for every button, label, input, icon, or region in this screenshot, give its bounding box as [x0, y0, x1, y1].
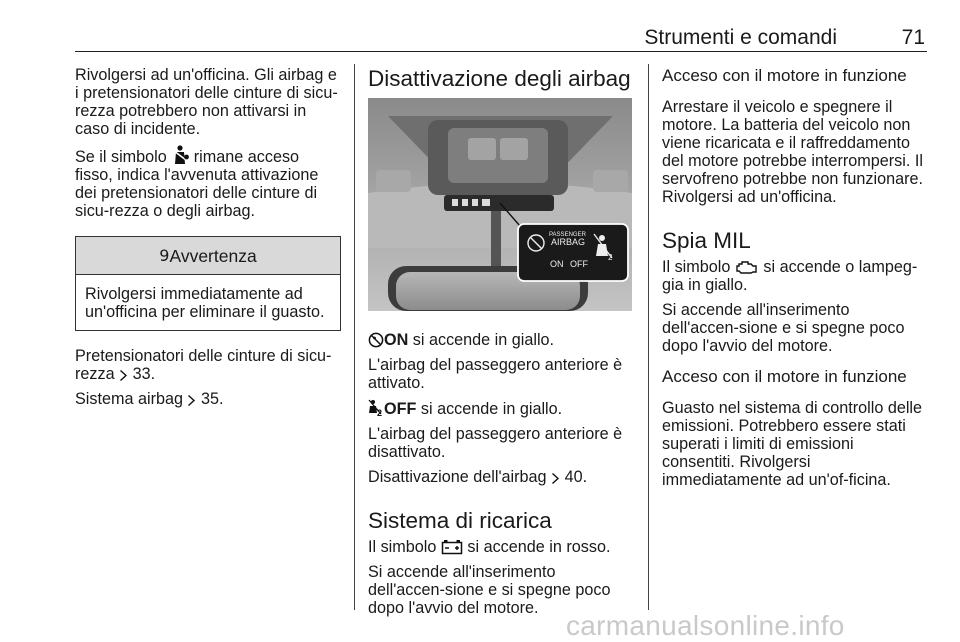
photo-passenger-label: PASSENGER	[549, 232, 586, 238]
battery-icon	[441, 539, 463, 555]
column-middle	[368, 66, 634, 624]
paragraph: Sistema airbag 35.	[75, 390, 224, 408]
warning-text: Rivolgersi immediatamente ad un'officina per eliminare il guasto.	[85, 285, 325, 321]
reference-arrow-icon	[187, 394, 196, 407]
reference-arrow-icon	[551, 472, 560, 485]
paragraph: L'airbag del passeggero anteriore è attivato.	[368, 356, 623, 392]
column-left	[75, 66, 341, 415]
svg-text:2: 2	[608, 253, 613, 262]
airbag-off-icon	[368, 399, 384, 417]
paragraph: Se il simbolo rimane acceso fisso, indica l'avvenuta attivazione dei pretensionatori delle cinture di sicu-rezza o degli airbag.	[75, 145, 341, 220]
airbag-switch-photo	[368, 98, 632, 311]
paragraph: Rivolgersi ad un'officina. Gli airbag e i pretensionatori delle cinture di sicu-rezza potrebbero non attivarsi in caso di incidente.	[75, 66, 338, 138]
warning-header	[76, 237, 340, 275]
page-title: Strumenti e comandi	[644, 26, 837, 49]
airbag-on-icon	[368, 332, 384, 348]
column-divider	[354, 64, 355, 610]
photo-off-label: OFF	[570, 259, 588, 269]
section-heading: Spia MIL	[662, 228, 751, 253]
paragraph: Il simbolo si accende o lampeg-gia in giallo.	[662, 258, 918, 294]
paragraph: L'airbag del passeggero anteriore è disattivato.	[368, 425, 623, 461]
paragraph: ON si accende in giallo.	[368, 331, 634, 349]
on-label: ON	[384, 331, 409, 349]
warning-title: Avvertenza	[169, 245, 257, 266]
column-right	[662, 66, 928, 496]
paragraph: Il simbolo si accende in rosso.	[368, 538, 611, 556]
page-header	[75, 22, 927, 52]
photo-on-label: ON	[550, 259, 564, 269]
engine-check-icon	[735, 259, 759, 275]
paragraph: Si accende all'inserimento dell'accen-sione e si spegne poco dopo l'avvio del motore.	[662, 301, 905, 355]
paragraph: Pretensionatori delle cinture di sicu-rezza 33.	[75, 347, 332, 383]
seatbelt-airbag-icon	[171, 145, 189, 165]
paragraph: Disattivazione dell'airbag 40.	[368, 468, 588, 486]
paragraph: Si accende all'inserimento dell'accen-sione e si spegne poco dopo l'avvio del motore.	[368, 563, 611, 617]
section-heading: Sistema di ricarica	[368, 508, 552, 533]
off-label: OFF	[384, 400, 417, 418]
paragraph: Guasto nel sistema di controllo delle emissioni. Potrebbero essere stati superati i limiti di emissioni consentiti. Rivolgersi immediatamente ad un'of-ficina.	[662, 399, 923, 489]
warning-box	[75, 236, 341, 331]
reference-arrow-icon	[119, 369, 128, 382]
section-heading: Disattivazione degli airbag	[368, 66, 631, 91]
warning-icon: 9	[159, 245, 170, 265]
paragraph: 2 OFF si accende in giallo.	[368, 399, 634, 418]
svg-text:2: 2	[377, 408, 383, 417]
photo-airbag-label: AIRBAG	[551, 237, 586, 247]
page-number: 71	[901, 26, 925, 49]
subsection-heading: Acceso con il motore in funzione	[662, 367, 907, 386]
paragraph: Arrestare il veicolo e spegnere il motore. La batteria del veicolo non viene ricaricata e il raffreddamento del motore potrebbe interrompersi. Il servofreno potrebbe non funzionare. Rivolgersi ad un'officina.	[662, 98, 923, 206]
column-divider	[648, 64, 649, 610]
subsection-heading: Acceso con il motore in funzione	[662, 66, 907, 85]
watermark: carmanualsonline.info	[566, 610, 845, 641]
